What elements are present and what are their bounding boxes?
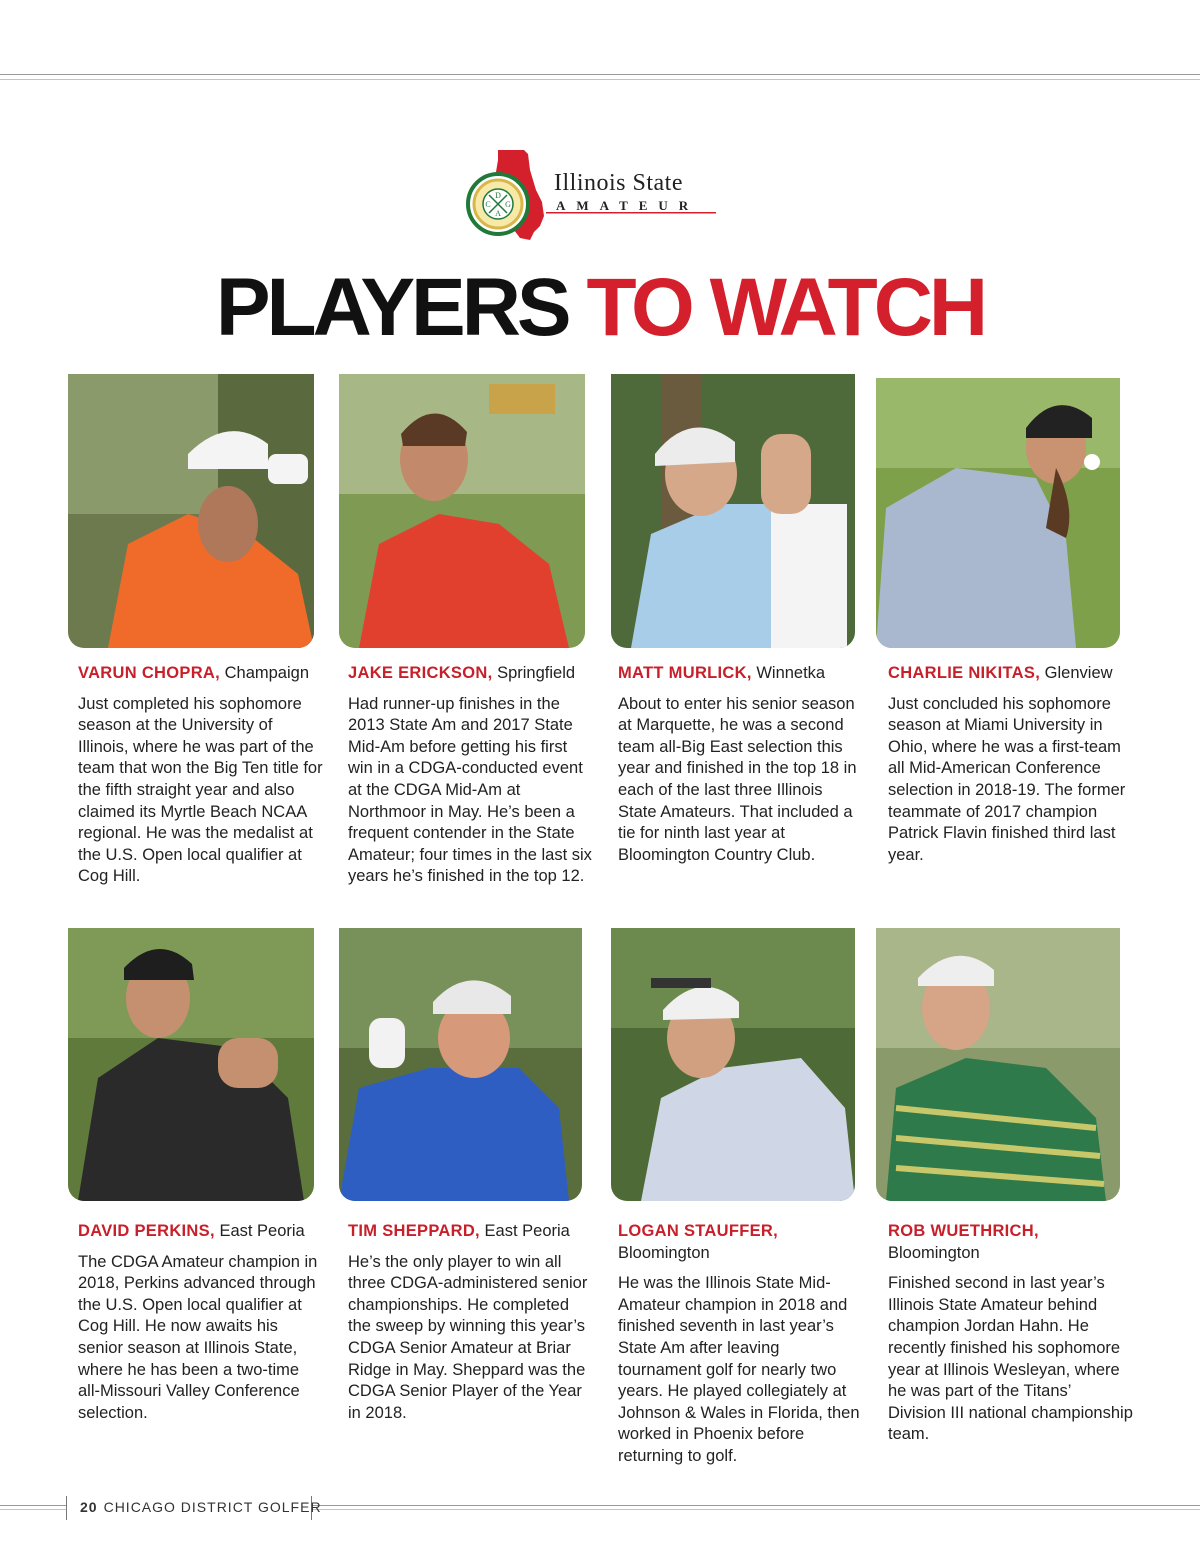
player-photo-matt-murlick [611, 374, 855, 648]
player-hometown: Glenview [1044, 664, 1113, 682]
player-description: The CDGA Amateur champion in 2018, Perkins advanced through the U.S. Open local qualifier at Cog Hill. He now awaits his senior season at Illinois State, where he has been a two-time all-Missouri Valley Conference selection. [78, 1252, 318, 1422]
illinois-state-amateur-logo [464, 146, 720, 240]
player-hometown: Bloomington [618, 1243, 710, 1262]
player-photo-tim-sheppard [339, 928, 582, 1201]
player-hometown: East Peoria [219, 1222, 305, 1240]
page-number: 20 [80, 1499, 98, 1515]
player-name: JAKE ERICKSON, [348, 664, 493, 682]
player-hometown: Bloomington [888, 1243, 980, 1262]
player-hometown: Champaign [224, 664, 309, 682]
player-name: VARUN CHOPRA, [78, 664, 221, 682]
player-bio-matt-murlick [618, 663, 863, 866]
headline-part-black: PLAYERS [215, 262, 568, 353]
player-photo-david-perkins [68, 928, 314, 1201]
seal-letter-c: C [485, 200, 491, 209]
player-name: DAVID PERKINS, [78, 1222, 215, 1240]
player-bio-tim-sheppard [348, 1221, 593, 1424]
player-bio-david-perkins [78, 1221, 323, 1424]
player-hometown: Winnetka [756, 664, 826, 682]
player-description: Had runner-up finishes in the 2013 State Am and 2017 State Mid-Am before getting his first win in a CDGA-conducted event at the CDGA Mid-Am at Northmoor in May. He’s been a frequent contender in the State Amateur; four times in the last six years he’s finished in the top 12. [348, 694, 592, 886]
player-name: TIM SHEPPARD, [348, 1222, 480, 1240]
player-photo-varun-chopra [68, 374, 314, 648]
player-bio-charlie-nikitas [888, 663, 1133, 866]
player-photo-charlie-nikitas [876, 378, 1120, 648]
player-hometown: East Peoria [484, 1222, 570, 1240]
player-bio-rob-wuethrich [888, 1221, 1133, 1446]
player-photo-rob-wuethrich [876, 928, 1120, 1201]
page-footer [80, 1499, 322, 1515]
player-description: Just concluded his sophomore season at Miami University in Ohio, where he was a first-team all Mid-American Conference selection in 2018-19. The former teammate of 2017 champion Patrick Flavin finished third last year. [888, 694, 1126, 864]
player-bio-jake-erickson [348, 663, 593, 888]
seal-letter-g: G [505, 200, 511, 209]
top-rule [0, 74, 1200, 80]
player-photo-jake-erickson [339, 374, 585, 648]
player-name-line [888, 663, 1133, 685]
player-name: LOGAN STAUFFER, [618, 1222, 779, 1240]
player-name: ROB WUETHRICH, [888, 1222, 1039, 1240]
publication-name: CHICAGO DISTRICT GOLFER [103, 1499, 322, 1515]
player-name-line [348, 1221, 593, 1243]
logo-wordmark-line1: Illinois State [554, 170, 683, 196]
player-bio-varun-chopra [78, 663, 323, 888]
player-name-line [78, 1221, 323, 1243]
player-name-line [888, 1221, 1133, 1264]
player-name: MATT MURLICK, [618, 664, 752, 682]
player-bio-logan-stauffer [618, 1221, 863, 1468]
player-photo-logan-stauffer [611, 928, 855, 1201]
player-name-line [348, 663, 593, 685]
headline-part-red: TO WATCH [586, 262, 985, 353]
seal-letter-d: D [495, 191, 501, 200]
player-description: He’s the only player to win all three CDGA-administered senior championships. He completed the sweep by winning this year’s CDGA Senior Amateur at Briar Ridge in May. Sheppard was the CDGA Senior Player of the Year in 2018. [348, 1252, 588, 1422]
page-headline [0, 262, 1200, 354]
player-description: About to enter his senior season at Marquette, he was a second team all-Big East selection this year and finished in the top 18 in each of the last three Illinois State Amateurs. That included a tie for ninth last year at Bloomington Country Club. [618, 694, 857, 864]
player-description: He was the Illinois State Mid-Amateur champion in 2018 and finished seventh in last year’s State Am after leaving tournament golf for nearly two years. He played collegiately at Johnson & Wales in Florida, then worked in Phoenix before returning to golf. [618, 1274, 860, 1465]
logo-wordmark-line2: AMATEUR [556, 198, 700, 213]
player-hometown: Springfield [497, 664, 576, 682]
seal-letter-a: A [495, 209, 501, 218]
player-description: Just completed his sophomore season at the University of Illinois, where he was part of the team that won the Big Ten title for the fifth straight year and also claimed its Myrtle Beach NCAA regional. He was the medalist at the U.S. Open local qualifier at Cog Hill. [78, 694, 323, 886]
player-name-line [618, 663, 863, 685]
player-name-line [78, 663, 323, 685]
player-name-line [618, 1221, 863, 1264]
player-name: CHARLIE NIKITAS, [888, 664, 1041, 682]
player-description: Finished second in last year’s Illinois State Amateur behind champion Jordan Hahn. He recently finished his sophomore year at Illinois Wesleyan, where he was part of the Titans’ Division III national championship team. [888, 1274, 1133, 1444]
